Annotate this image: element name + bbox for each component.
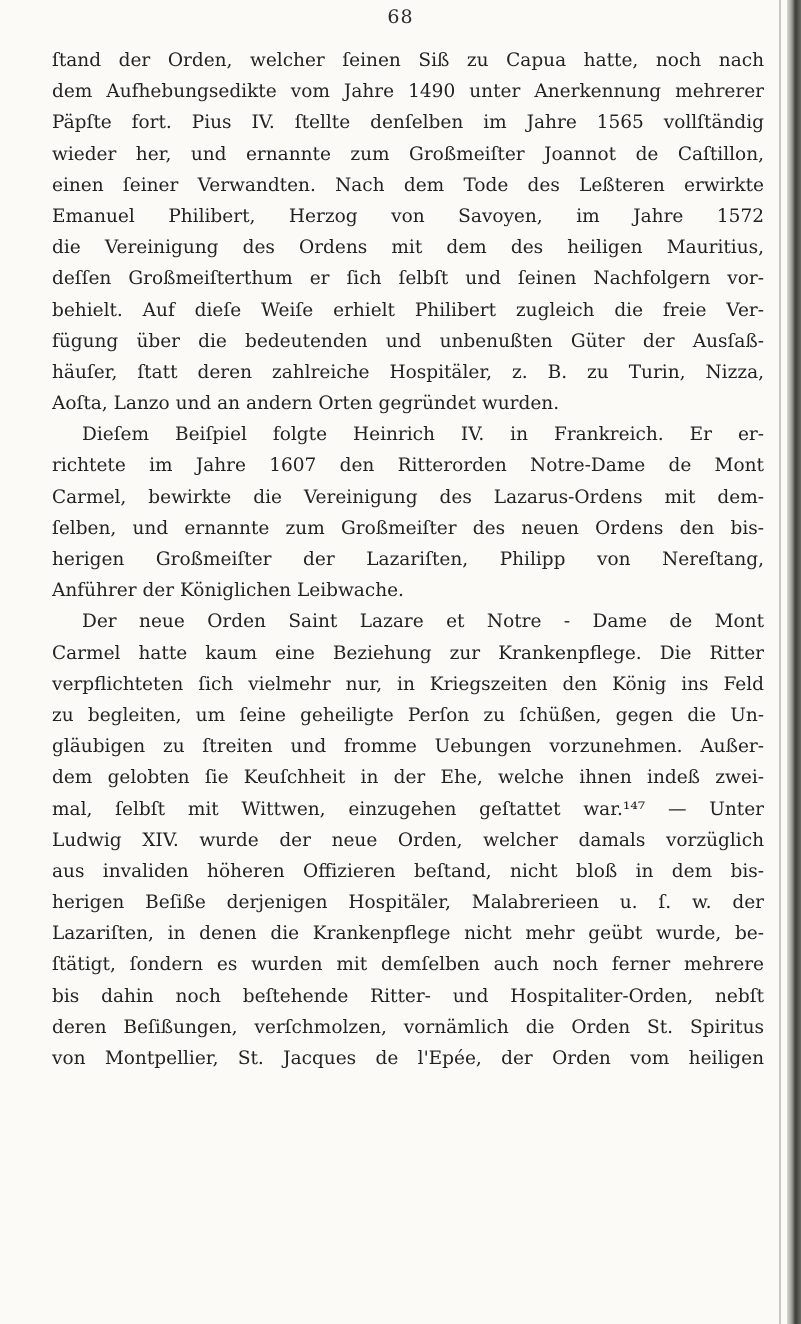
text-line: aus invaliden höheren Offizieren beſtand, nicht bloß in dem bis- (52, 860, 764, 882)
page-edge-line (779, 0, 781, 1324)
text-line: Aoſta, Lanzo und an andern Orten gegründet wurden. (52, 393, 560, 415)
text-line: Der neue Orden Saint Lazare et Notre - Dame de Mont (82, 611, 764, 633)
text-line: deren Beſißungen, verſchmolzen, vornämlich die Orden St. Spiritus (52, 1016, 764, 1038)
page-number: 68 (387, 6, 414, 28)
body-text (52, 45, 764, 1074)
text-line: wieder her, und ernannte zum Großmeiſter Joannot de Caſtillon, (52, 143, 764, 165)
text-line: dem gelobten ſie Keuſchheit in der Ehe, welche ihnen indeß zwei- (52, 767, 764, 789)
text-line: Carmel, bewirkte die Vereinigung des Lazarus-Ordens mit dem- (52, 486, 764, 508)
text-line: behielt. Auf dieſe Weiſe erhielt Philibert zugleich die freie Ver- (52, 299, 764, 321)
book-spine-edge (787, 0, 801, 1324)
text-line: die Vereinigung des Ordens mit dem des heiligen Mauritius, (52, 237, 764, 259)
text-line: häuſer, ſtatt deren zahlreiche Hospitäler, z. B. zu Turin, Nizza, (52, 361, 764, 383)
text-line: herigen Großmeiſter der Lazariſten, Philipp von Nereſtang, (52, 549, 764, 570)
text-line: von Montpellier, St. Jacques de l'Epée, der Orden vom heiligen (52, 1048, 764, 1069)
text-line: mal, ſelbſt mit Wittwen, einzugehen geſtattet war.¹⁴⁷ — Unter (52, 798, 764, 820)
text-line: deſſen Großmeiſterthum er ſich ſelbſt und ſeinen Nachfolgern vor- (52, 268, 764, 290)
text-line: verpflichteten ſich vielmehr nur, in Kriegszeiten den König ins Feld (52, 673, 764, 695)
text-line: zu begleiten, um ſeine geheiligte Perſon zu ſchüßen, gegen die Un- (52, 704, 764, 726)
text-line: Ludwig XIV. wurde der neue Orden, welcher damals vorzüglich (52, 829, 764, 851)
text-line: Carmel hatte kaum eine Beziehung zur Krankenpflege. Die Ritter (52, 642, 764, 664)
text-line: bis dahin noch beſtehende Ritter- und Hospitaliter-Orden, nebſt (52, 985, 764, 1007)
text-line: ſelben, und ernannte zum Großmeiſter des neuen Ordens den bis- (52, 517, 764, 539)
text-line: herigen Beſiße derjenigen Hospitäler, Malabrerieen u. ſ. w. der (52, 892, 764, 914)
text-line: Lazariſten, in denen die Krankenpflege nicht mehr geübt wurde, be- (52, 923, 764, 945)
text-line: ſtätigt, ſondern es wurden mit demſelben auch noch ferner mehrere (52, 954, 764, 976)
text-line: einen ſeiner Verwandten. Nach dem Tode des Leßteren erwirkte (52, 174, 764, 196)
text-line: Anführer der Königlichen Leibwache. (52, 580, 404, 602)
text-line: Dieſem Beiſpiel folgte Heinrich IV. in Frankreich. Er er- (82, 424, 764, 446)
text-line: richtete im Jahre 1607 den Ritterorden Notre-Dame de Mont (52, 455, 764, 477)
text-line: fügung über die bedeutenden und unbenußten Güter der Ausſaß- (52, 330, 764, 352)
text-line: Päpſte fort. Pius IV. ſtellte denſelben im Jahre 1565 vollſtändig (52, 112, 764, 134)
text-line: gläubigen zu ſtreiten und fromme Uebungen vorzunehmen. Außer- (52, 736, 764, 758)
text-line: dem Aufhebungsedikte vom Jahre 1490 unter Anerkennung mehrerer (52, 81, 764, 103)
text-line: Emanuel Philibert, Herzog von Savoyen, im Jahre 1572 (52, 205, 764, 227)
text-line: ſtand der Orden, welcher ſeinen Siß zu Capua hatte, noch nach (52, 50, 764, 71)
